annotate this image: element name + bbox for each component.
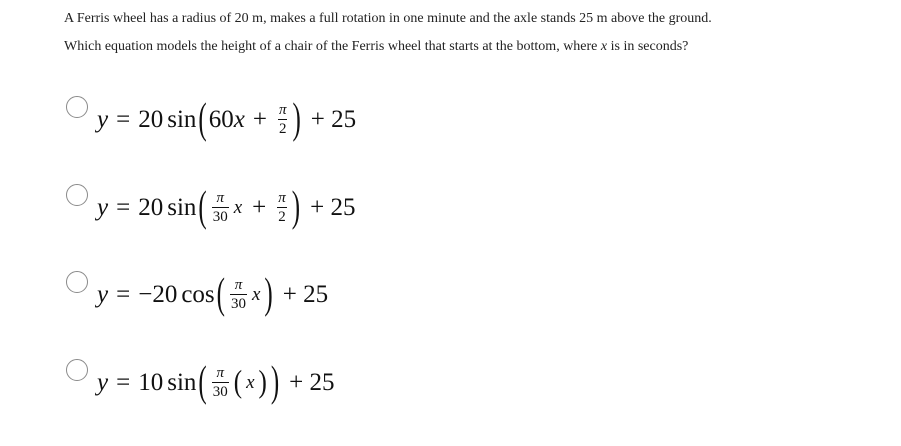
radio-button-3[interactable] xyxy=(66,271,88,293)
question-line-1: A Ferris wheel has a radius of 20 m, makes a full rotation in one minute and the axle stands 25 m above the ground. xyxy=(64,11,712,26)
eq-inner-close-paren: ) xyxy=(258,365,267,400)
eq-close-paren: ) xyxy=(292,95,301,144)
equation-4 xyxy=(97,358,335,407)
fraction-bar xyxy=(212,382,229,383)
eq-arg-fraction xyxy=(230,277,247,312)
fraction-denominator: 2 xyxy=(278,209,286,226)
fraction-bar xyxy=(230,294,247,295)
radio-button-4[interactable] xyxy=(66,359,88,381)
eq-close-paren: ) xyxy=(291,183,301,232)
eq-open-paren: ( xyxy=(198,95,207,144)
eq-coefficient: 20 xyxy=(138,105,164,133)
eq-equals: = xyxy=(116,368,131,396)
question-text xyxy=(64,11,884,55)
answer-option-2[interactable] xyxy=(66,184,546,244)
fraction-numerator: π xyxy=(278,190,286,206)
eq-var-y: y xyxy=(97,280,109,308)
eq-open-paren: ( xyxy=(198,358,207,407)
eq-close-paren: ) xyxy=(264,270,273,319)
fraction-denominator: 30 xyxy=(212,384,228,401)
eq-var-x: x xyxy=(246,371,255,393)
eq-constant: + 25 xyxy=(282,280,329,308)
question-variable: x xyxy=(600,39,608,54)
question-line-2 xyxy=(64,39,884,55)
eq-equals: = xyxy=(116,105,131,133)
equation-1 xyxy=(97,95,357,144)
eq-inner-open-paren: ( xyxy=(233,365,243,400)
eq-constant: + 25 xyxy=(289,368,335,396)
fraction-bar xyxy=(278,119,288,120)
eq-plus: + xyxy=(252,193,267,221)
eq-var-x: x xyxy=(233,196,243,218)
answer-option-3[interactable] xyxy=(66,271,546,331)
eq-function: cos xyxy=(181,280,215,308)
eq-phase-fraction xyxy=(277,190,287,225)
eq-open-paren: ( xyxy=(216,270,225,319)
eq-phase-fraction xyxy=(278,102,288,137)
eq-var-x: x xyxy=(251,283,261,305)
eq-var-y: y xyxy=(97,193,109,221)
eq-function: sin xyxy=(167,105,197,133)
answer-option-4[interactable] xyxy=(66,359,546,419)
fraction-bar xyxy=(212,207,229,208)
answer-option-1[interactable] xyxy=(66,96,546,156)
eq-function: sin xyxy=(167,193,197,221)
eq-var-y: y xyxy=(97,368,109,396)
fraction-numerator: π xyxy=(278,102,287,118)
fraction-denominator: 30 xyxy=(230,296,246,313)
eq-var-y: y xyxy=(97,105,109,133)
eq-arg-fraction xyxy=(212,190,229,225)
radio-button-2[interactable] xyxy=(66,184,88,206)
eq-constant: + 25 xyxy=(310,193,356,221)
eq-arg-coefficient: 60 xyxy=(208,105,234,133)
fraction-numerator: π xyxy=(234,277,243,293)
eq-equals: = xyxy=(116,193,131,221)
equation-3 xyxy=(97,270,329,319)
eq-coefficient: 20 xyxy=(138,193,164,221)
question-line-2-start: Which equation models the height of a chair of the Ferris wheel that starts at the bottom, where xyxy=(64,39,601,54)
question-line-2-end: is in seconds? xyxy=(607,39,689,54)
fraction-bar xyxy=(277,207,287,208)
radio-button-1[interactable] xyxy=(66,96,88,118)
eq-constant: + 25 xyxy=(310,105,357,133)
eq-function: sin xyxy=(167,368,197,396)
fraction-denominator: 30 xyxy=(212,209,228,226)
eq-open-paren: ( xyxy=(198,183,207,232)
equation-2 xyxy=(97,183,356,232)
fraction-numerator: π xyxy=(216,365,224,381)
eq-coefficient: 10 xyxy=(138,368,164,396)
eq-var-x: x xyxy=(233,105,245,133)
eq-coefficient: −20 xyxy=(138,280,178,308)
fraction-numerator: π xyxy=(216,190,224,206)
eq-equals: = xyxy=(116,280,131,308)
eq-plus: + xyxy=(252,105,267,133)
fraction-denominator: 2 xyxy=(278,121,287,138)
eq-arg-fraction xyxy=(212,365,229,400)
eq-close-paren: ) xyxy=(270,358,280,407)
